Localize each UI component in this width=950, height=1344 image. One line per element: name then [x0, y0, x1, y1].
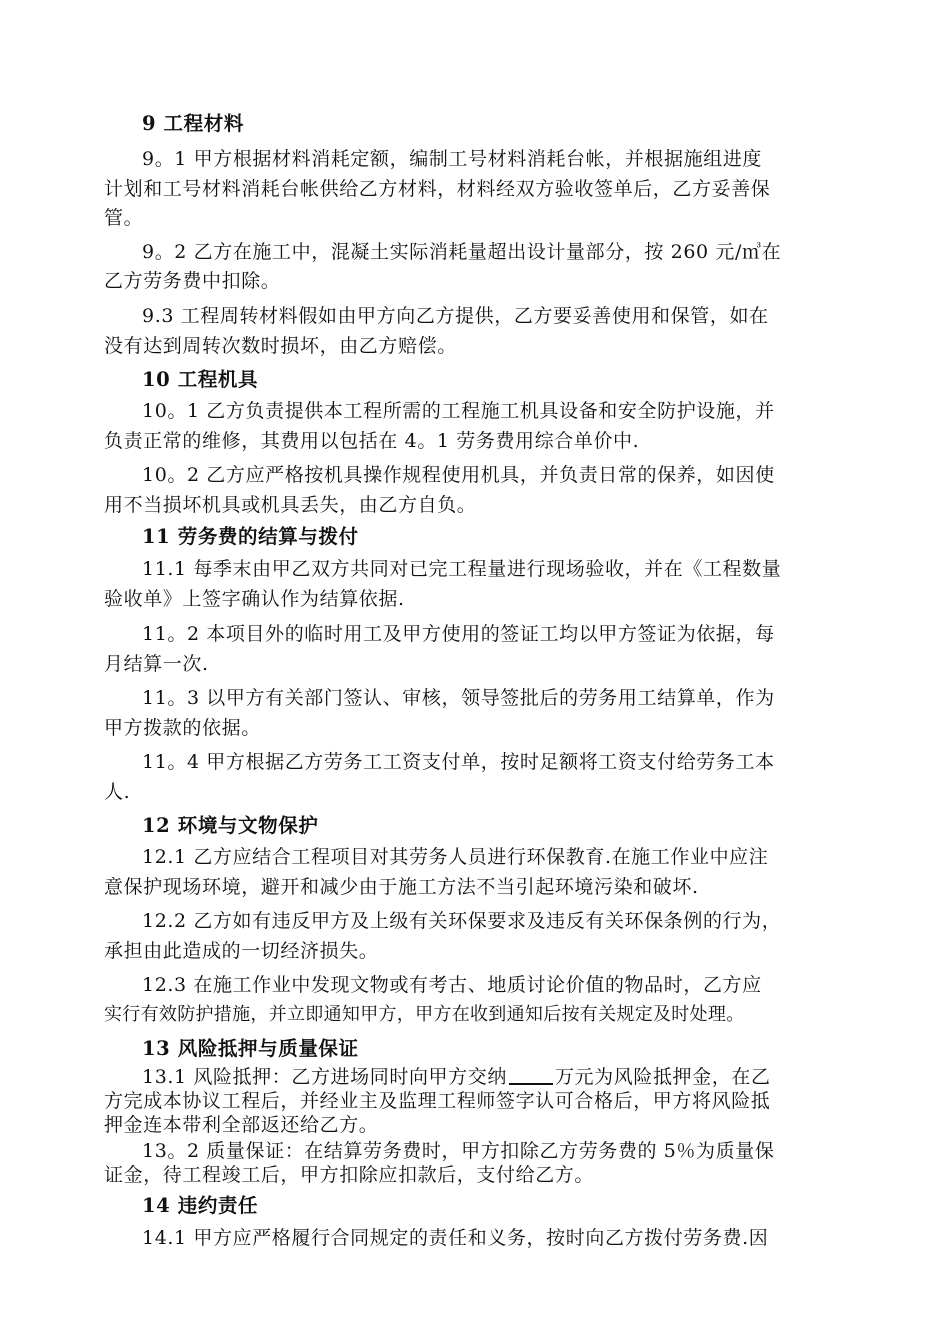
section-heading-11: 11 劳务费的结算与拨付 [142, 525, 359, 548]
paragraph-12-3-line: 实行有效防护措施，并立即通知甲方，甲方在收到通知后按有关规定及时处理。 [104, 1004, 745, 1025]
paragraph-9-1-line: 9。1 甲方根据材料消耗定额，编制工号材料消耗台帐，并根据施组进度 [142, 148, 763, 170]
paragraph-9-2-line: 乙方劳务费中扣除。 [104, 270, 281, 292]
section-heading-10: 10 工程机具 [142, 368, 259, 391]
section-heading-14: 14 违约责任 [142, 1194, 259, 1217]
paragraph-12-2-line: 承担由此造成的一切经济损失。 [104, 940, 379, 962]
paragraph-13-1-line: 押金连本带利全部返还给乙方。 [104, 1114, 379, 1136]
paragraph-12-1-line: 意保护现场环境，避开和减少由于施工方法不当引起环境污染和破坏. [104, 876, 699, 898]
paragraph-9-1-line: 计划和工号材料消耗台帐供给乙方材料，材料经双方验收签单后，乙方妥善保 [104, 178, 771, 200]
paragraph-11-3-line: 甲方拨款的依据。 [104, 717, 261, 739]
paragraph-11-2-line: 11。2 本项目外的临时用工及甲方使用的签证工均以甲方签证为依据，每 [142, 623, 775, 645]
section-heading-12: 12 环境与文物保护 [142, 814, 319, 837]
paragraph-10-1-line: 负责正常的维修，其费用以包括在 4。1 劳务费用综合单价中. [104, 430, 640, 452]
paragraph-10-2-line: 用不当损坏机具或机具丢失，由乙方自负。 [104, 494, 477, 516]
paragraph-11-1-line: 验收单》上签字确认作为结算依据. [104, 588, 405, 610]
paragraph-11-4-line: 11。4 甲方根据乙方劳务工工资支付单，按时足额将工资支付给劳务工本 [142, 751, 775, 773]
paragraph-12-3-line: 12.3 在施工作业中发现文物或有考古、地质讨论价值的物品时，乙方应 [142, 974, 762, 996]
paragraph-11-4-line: 人. [104, 781, 131, 803]
paragraph-10-1-line: 10。1 乙方负责提供本工程所需的工程施工机具设备和安全防护设施，并 [142, 400, 775, 422]
paragraph-13-1-line: 方完成本协议工程后，并经业主及监理工程师签字认可合格后，甲方将风险抵 [104, 1090, 771, 1112]
amount-blank [509, 1065, 553, 1085]
paragraph-13-1-text: 万元为风险抵押金，在乙 [554, 1066, 771, 1088]
paragraph-9-2-line: 9。2 乙方在施工中，混凝土实际消耗量超出设计量部分，按 260 元/㎥在 [142, 241, 782, 263]
paragraph-11-1-line: 11.1 每季末由甲乙双方共同对已完工程量进行现场验收，并在《工程数量 [142, 558, 782, 580]
paragraph-9-1-line: 管。 [104, 207, 144, 229]
paragraph-13-2-line: 证金，待工程竣工后，甲方扣除应扣款后，支付给乙方。 [104, 1164, 595, 1186]
paragraph-13-1-text: 13.1 风险抵押：乙方进场同时向甲方交纳 [142, 1066, 507, 1088]
paragraph-14-1-line: 14.1 甲方应严格履行合同规定的责任和义务，按时向乙方拨付劳务费.因 [142, 1227, 769, 1249]
paragraph-9-3-line: 没有达到周转次数时损坏，由乙方赔偿。 [104, 335, 457, 357]
paragraph-13-2-line: 13。2 质量保证：在结算劳务费时，甲方扣除乙方劳务费的 5％为质量保 [142, 1140, 775, 1162]
section-heading-9: 9 工程材料 [142, 112, 244, 135]
paragraph-10-2-line: 10。2 乙方应严格按机具操作规程使用机具，并负责日常的保养，如因使 [142, 464, 775, 486]
paragraph-11-3-line: 11。3 以甲方有关部门签认、审核，领导签批后的劳务用工结算单，作为 [142, 687, 775, 709]
paragraph-9-3-line: 9.3 工程周转材料假如由甲方向乙方提供，乙方要妥善使用和保管，如在 [142, 305, 769, 327]
paragraph-12-2-line: 12.2 乙方如有违反甲方及上级有关环保要求及违反有关环保条例的行为， [142, 910, 782, 932]
section-heading-13: 13 风险抵押与质量保证 [142, 1037, 359, 1060]
paragraph-12-1-line: 12.1 乙方应结合工程项目对其劳务人员进行环保教育.在施工作业中应注 [142, 846, 769, 868]
paragraph-11-2-line: 月结算一次. [104, 653, 209, 675]
